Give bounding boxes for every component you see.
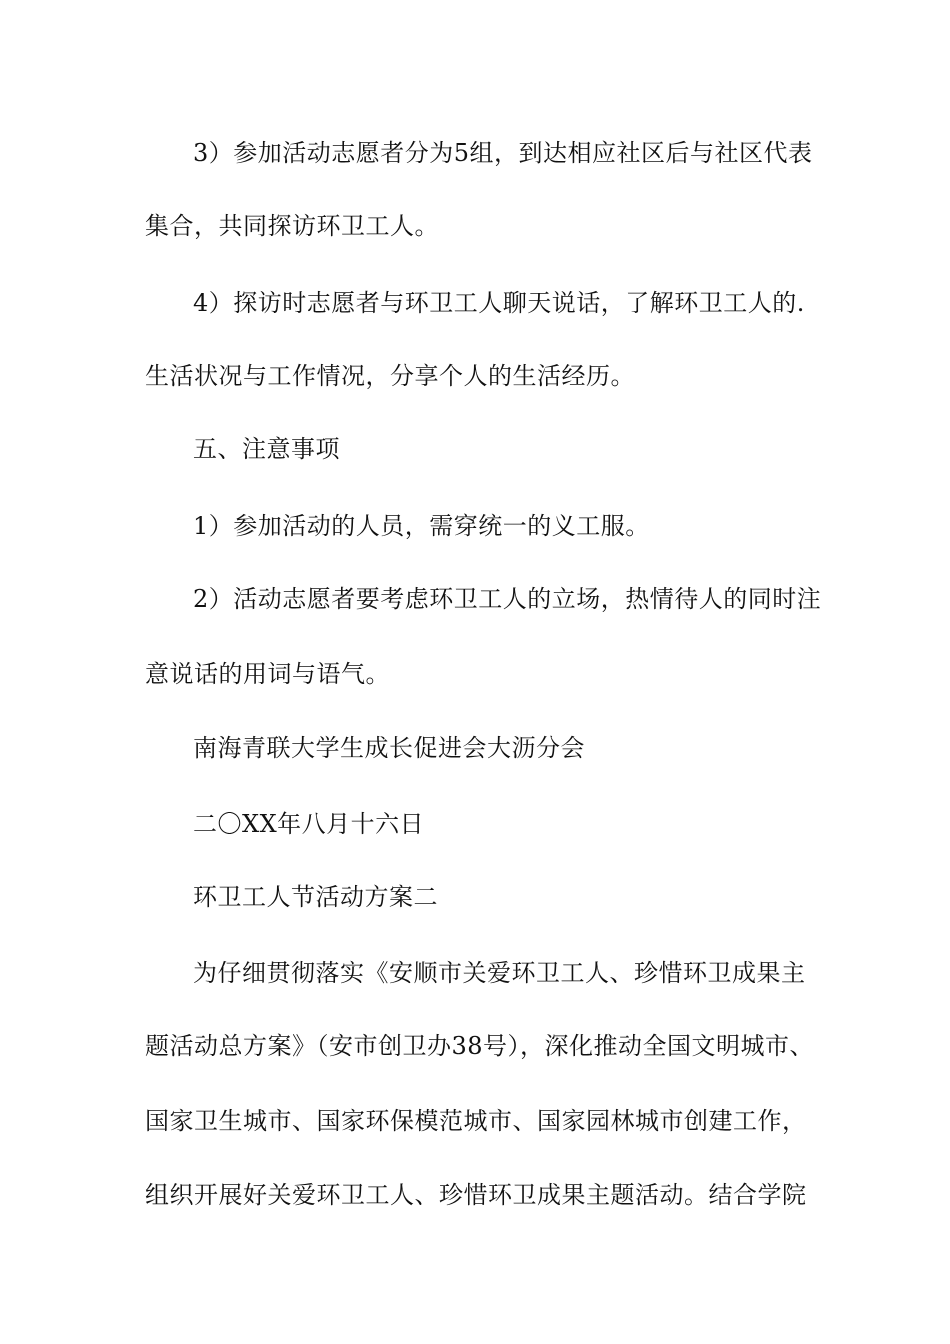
section-title-plan-two: 环卫工人节活动方案二 <box>193 883 438 911</box>
body-paragraph-line-2: 题活动总方案》（安市创卫办38号），深化推动全国文明城市、 <box>145 1032 815 1060</box>
signature-date: 二〇XX年八月十六日 <box>193 810 425 838</box>
paragraph-item-3-line-2: 集合，共同探访环卫工人。 <box>145 212 439 240</box>
paragraph-note-2-line-2: 意说话的用词与语气。 <box>145 660 390 688</box>
paragraph-item-4-line-2: 生活状况与工作情况，分享个人的生活经历。 <box>145 362 635 390</box>
body-paragraph-line-1: 为仔细贯彻落实《安顺市关爱环卫工人、珍惜环卫成果主 <box>193 959 806 987</box>
paragraph-note-1: 1）参加活动的人员，需穿统一的义工服。 <box>193 512 650 540</box>
paragraph-item-4-line-1: 4）探访时志愿者与环卫工人聊天说话，了解环卫工人的. <box>193 289 805 317</box>
section-heading-notes: 五、注意事项 <box>193 435 340 463</box>
body-paragraph-line-3: 国家卫生城市、国家环保模范城市、国家园林城市创建工作， <box>145 1107 807 1135</box>
paragraph-note-2-line-1: 2）活动志愿者要考虑环卫工人的立场，热情待人的同时注 <box>193 585 822 613</box>
signature-organization: 南海青联大学生成长促进会大沥分会 <box>193 734 585 762</box>
paragraph-item-3-line-1: 3）参加活动志愿者分为5组，到达相应社区后与社区代表 <box>193 139 813 167</box>
body-paragraph-line-4: 组织开展好关爱环卫工人、珍惜环卫成果主题活动。结合学院 <box>145 1181 807 1209</box>
